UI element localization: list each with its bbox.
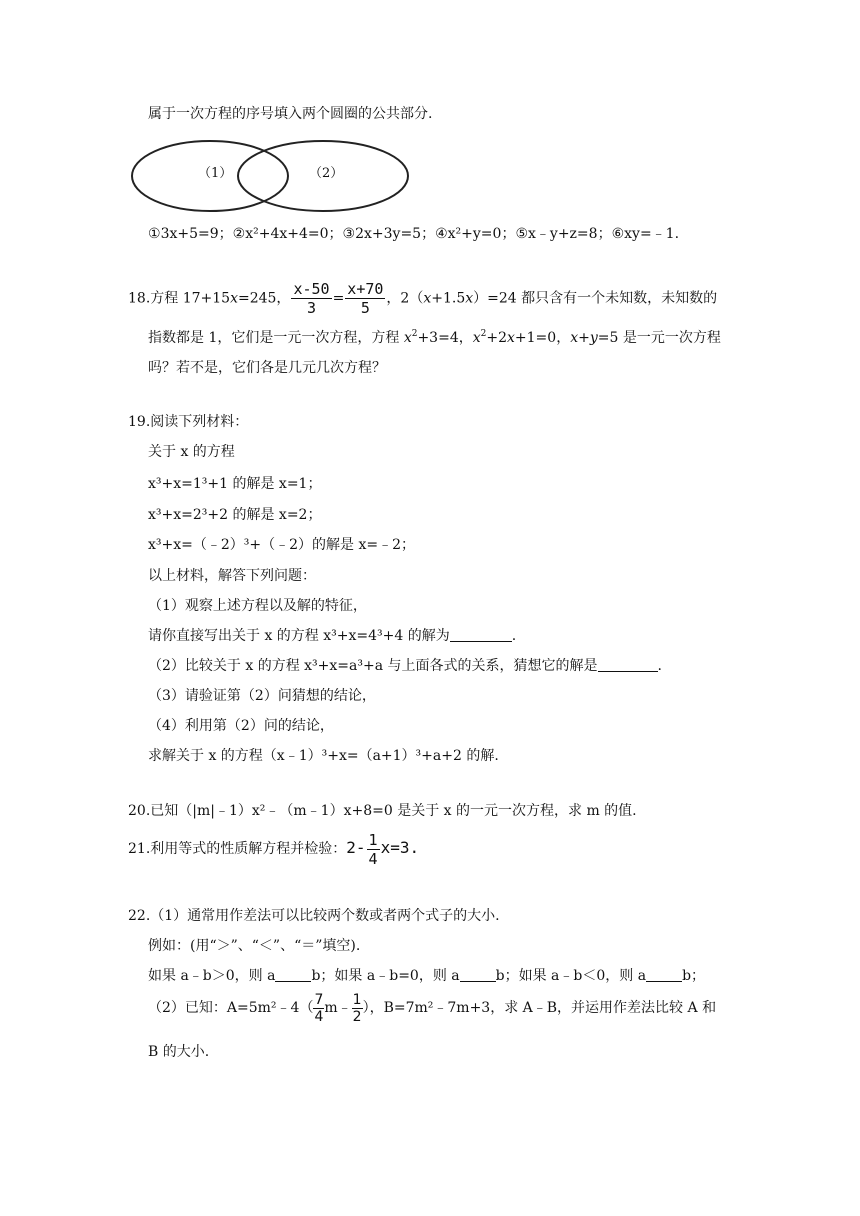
answer-blank[interactable] [646,967,682,982]
fraction [291,280,331,317]
q22-text: （1）通常用作差法可以比较两个数或者两个式子的大小. [150,908,500,924]
q22-number: 22. [128,908,151,924]
q22-text: b；如果 a﹣b=0，则 a [311,968,460,984]
q22-text: ），B=7m²﹣7m+3，求 A﹣B，并运用作差法比较 A 和 [362,1000,717,1016]
q19-l7-text: 请你直接写出关于 x 的方程 x³+x=4³+4 的解为 [148,628,450,644]
q19-l9: （3）请验证第（2）问猜想的结论， [148,688,376,704]
q19-l5: 以上材料，解答下列问题： [148,568,316,584]
q19-l1: 关于 x 的方程 [148,444,235,460]
q18-text: +2 [486,330,508,346]
q19-l11: 求解关于 x 的方程（x﹣1）³+x=（a+1）³+a+2 的解. [148,748,499,764]
fraction-denominator: 3 [306,299,317,317]
eq1-marker: ① [148,226,161,242]
q22-text: m﹣ [324,1000,352,1016]
q22-text: b； [682,968,706,984]
q22-l3 [148,966,705,986]
q22-l2: 例如：(用“＞”、“＜”、“＝”填空). [148,938,361,954]
q17-intro: 属于一次方程的序号填入两个圆圈的公共部分. [148,106,433,122]
q18-number: 18. [128,290,151,307]
fraction-denominator: 4 [314,1008,324,1025]
answer-blank[interactable] [460,967,496,982]
q19-l4: x³+x=（﹣2）³+（﹣2）的解是 x=﹣2； [148,537,416,553]
eq5: x﹣y+z=8； [528,226,612,242]
equation-part: x=3. [380,838,420,857]
q21 [128,828,419,869]
q18-text: +1.5 [431,290,466,307]
fraction-numerator: x+70 [347,280,384,298]
eq3: 2x+3y=5； [355,226,436,242]
fraction-numerator: 7 [314,991,324,1008]
answer-blank[interactable] [598,657,658,672]
eq2-marker: ② [232,226,246,242]
eq4-marker: ④ [435,226,448,242]
eq4: x²+y=0； [447,226,516,242]
venn-diagram [128,138,418,214]
eq3-marker: ③ [342,226,356,242]
q18-text: =5 是一元一次方程 [597,330,721,346]
fraction [345,280,385,317]
fraction-denominator: 4 [368,849,378,868]
venn-label-2: （2） [309,166,344,181]
q20-text: 已知（|m|﹣1）x²﹣（m﹣1）x+8=0 是关于 x 的一元一次方程，求 m 的值. [150,803,637,819]
fraction-denominator: 5 [360,299,370,317]
fraction-numerator: x-50 [293,280,330,298]
q19-l8-text: （2）比较关于 x 的方程 x³+x=a³+a 与上面各式的关系，猜想它的解是 [148,658,598,674]
q22-l1 [128,906,500,926]
q19-title [128,412,248,432]
eq2: x²+4x+4=0； [245,226,343,242]
eq5-marker: ⑤ [515,226,529,242]
q21-text: 利用等式的性质解方程并检验： [150,841,347,857]
eq1: 3x+5=9； [160,226,233,242]
q19-heading: 阅读下列材料： [150,414,249,430]
answer-blank[interactable] [450,627,512,642]
q19-l6: （1）观察上述方程以及解的特征， [148,598,367,614]
q21-number: 21. [128,841,151,857]
q19-l2: x³+x=1³+1 的解是 x=1； [148,476,322,492]
q18-text: 方程 17+15 [150,290,231,307]
q22-text: （2）已知：A=5m²﹣4（ [148,1000,314,1016]
q22-l4 [148,988,716,1028]
q18-line3: 吗？若不是，它们各是几元几次方程？ [148,360,386,376]
q18-text: 指数都是 1，它们是一元一次方程，方程 [148,330,404,346]
q18-line2: 指数都是 1，它们是一元一次方程，方程 $x^2+3=4$，$x^2+2x+1=0$，x+y=5 是一元一次方程 [148,329,721,346]
equation-part: 2- [346,838,366,857]
q18-text: ）=24 都只含有一个未知数，未知数的 [473,290,718,307]
fraction-denominator: 2 [352,1008,362,1025]
q18-text: =245， [237,290,291,307]
q19-l7: 请你直接写出关于 x 的方程 x³+x=4³+4 的解为 . [148,628,517,644]
q18-line1: 18.方程 17+15x=245， $\frac{x-50}{3}$ = $\frac{x+70}{5}$ ，2（x+1.5x）=24 都只含有一个未知数，未知数的 [128,280,718,317]
eq6: xy=﹣1. [624,226,680,242]
q18-text: +3=4， [417,330,473,346]
q22-text: b；如果 a﹣b＜0，则 a [495,968,647,984]
eq6-marker: ⑥ [611,226,625,242]
answer-blank[interactable] [275,967,311,982]
q17-equations [148,224,679,244]
venn-label-1: （1） [198,166,233,181]
q18-text: ，2（ [386,290,424,307]
fraction-numerator: 1 [368,830,378,849]
fraction [367,831,380,868]
q19-l3: x³+x=2³+2 的解是 x=2； [148,507,322,523]
q22-l5: B 的大小. [148,1044,210,1060]
q19-l10: （4）利用第（2）问的结论， [148,718,334,734]
q20 [128,801,637,821]
fraction-numerator: 1 [352,991,362,1008]
q18-text: +1=0， [514,330,571,346]
fraction [313,992,324,1025]
q20-number: 20. [128,803,151,819]
fraction [352,992,363,1025]
q22-text: 如果 a﹣b＞0，则 a [148,968,276,984]
q19-l8: （2）比较关于 x 的方程 x³+x=a³+a 与上面各式的关系，猜想它的解是 . [148,658,662,674]
q19-number: 19. [128,414,151,430]
